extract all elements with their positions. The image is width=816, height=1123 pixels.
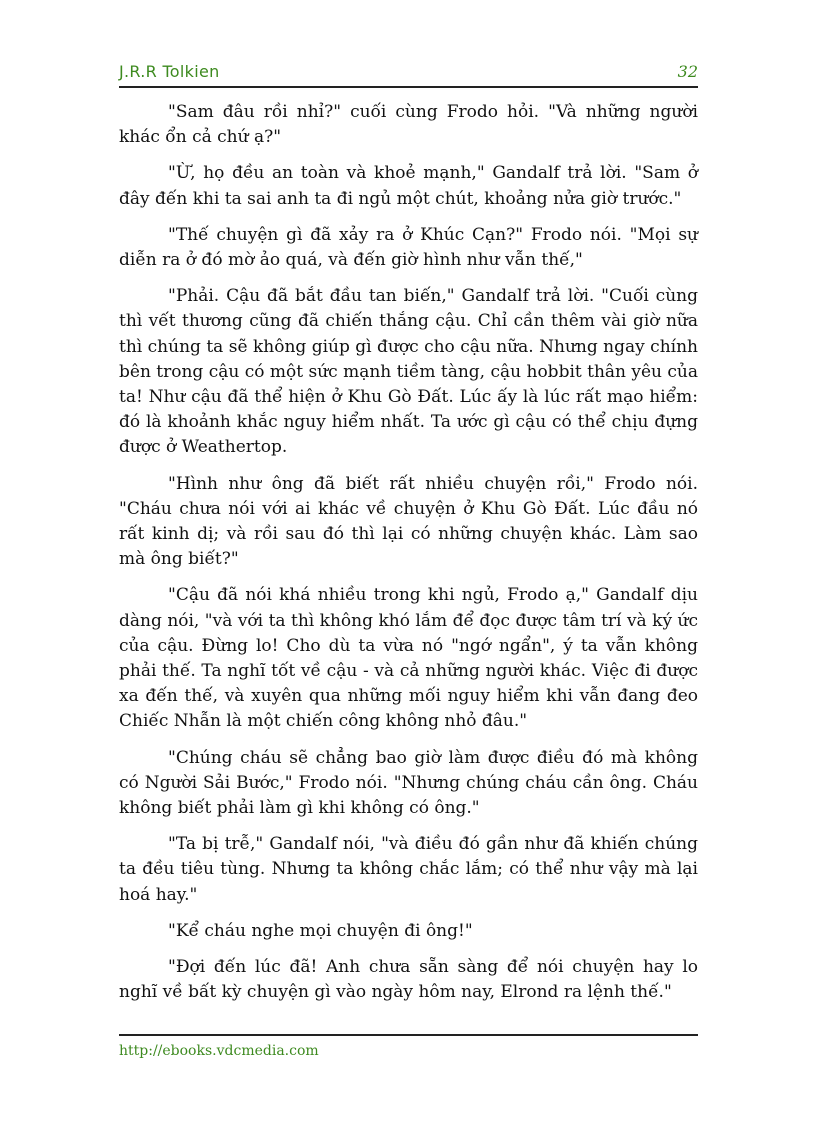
paragraph: "Hình như ông đã biết rất nhiều chuyện rồi," Frodo nói. "Cháu chưa nói với ai khác về chuyện ở Khu Gò Đất. Lúc đầu nó rất kinh dị; và rồi sau đó thì lại có những chuyện khác. Làm sao mà ông biết?" [119,473,698,570]
paragraph: "Thế chuyện gì đã xảy ra ở Khúc Cạn?" Frodo nói. "Mọi sự diễn ra ở đó mờ ảo quá, và đến giờ hình như vẫn thế," [119,224,698,271]
paragraph: "Kể cháu nghe mọi chuyện đi ông!" [168,920,473,941]
page-header [119,62,698,88]
footer-url-link[interactable]: http://ebooks.vdcmedia.com [119,1043,319,1059]
author-name: J.R.R Tolkien [119,62,220,81]
body-text [119,100,698,1017]
paragraph: "Phải. Cậu đã bắt đầu tan biến," Gandalf trả lời. "Cuối cùng thì vết thương cũng đã chiến thắng cậu. Chỉ cần thêm vài giờ nữa thì chúng ta sẽ không giúp gì được cho cậu nữa. Nhưng ngay chính bên trong cậu có một sức mạnh tiềm tàng, cậu hobbit thân yêu của ta! Như cậu đã thể hiện ở Khu Gò Đất. Lúc ấy là lúc rất mạo hiểm: đó là khoảnh khắc nguy hiểm nhất. Ta ước gì cậu có thể chịu đựng được ở Weathertop. [119,286,699,458]
paragraph: "Cậu đã nói khá nhiều trong khi ngủ, Frodo ạ," Gandalf dịu dàng nói, "và với ta thì không khó lắm để đọc được tâm trí và ký ức của cậu. Đừng lo! Cho dù ta vừa nó "ngớ ngẩn", ý ta vẫn không phải thế. Ta nghĩ tốt về cậu - và cả những người khác. Việc đi được xa đến thế, và xuyên qua những mối nguy hiểm khi vẫn đang đeo Chiếc Nhẫn là một chiến công không nhỏ đâu." [119,585,698,732]
paragraph: "Chúng cháu sẽ chẳng bao giờ làm được điều đó mà không có Người Sải Bước," Frodo nói. "Nhưng chúng cháu cần ông. Cháu không biết phải làm gì khi không có ông." [119,747,698,819]
footer-divider [119,1034,698,1036]
paragraph: "Ừ, họ đều an toàn và khoẻ mạnh," Gandalf trả lời. "Sam ở đây đến khi ta sai anh ta đi ngủ một chút, khoảng nửa giờ trước." [119,163,698,209]
paragraph: "Sam đâu rồi nhỉ?" cuối cùng Frodo hỏi. "Và những người khác ổn cả chứ ạ?" [119,102,698,148]
paragraph: "Đợi đến lúc đã! Anh chưa sẵn sàng để nói chuyện hay lo nghĩ về bất kỳ chuyện gì vào ngày hôm nay, Elrond ra lệnh thế." [119,957,698,1003]
paragraph: "Ta bị trễ," Gandalf nói, "và điều đó gần như đã khiến chúng ta đều tiêu tùng. Nhưng ta không chắc lắm; có thể như vậy mà lại hoá hay." [119,834,698,905]
page-number: 32 [677,62,698,81]
